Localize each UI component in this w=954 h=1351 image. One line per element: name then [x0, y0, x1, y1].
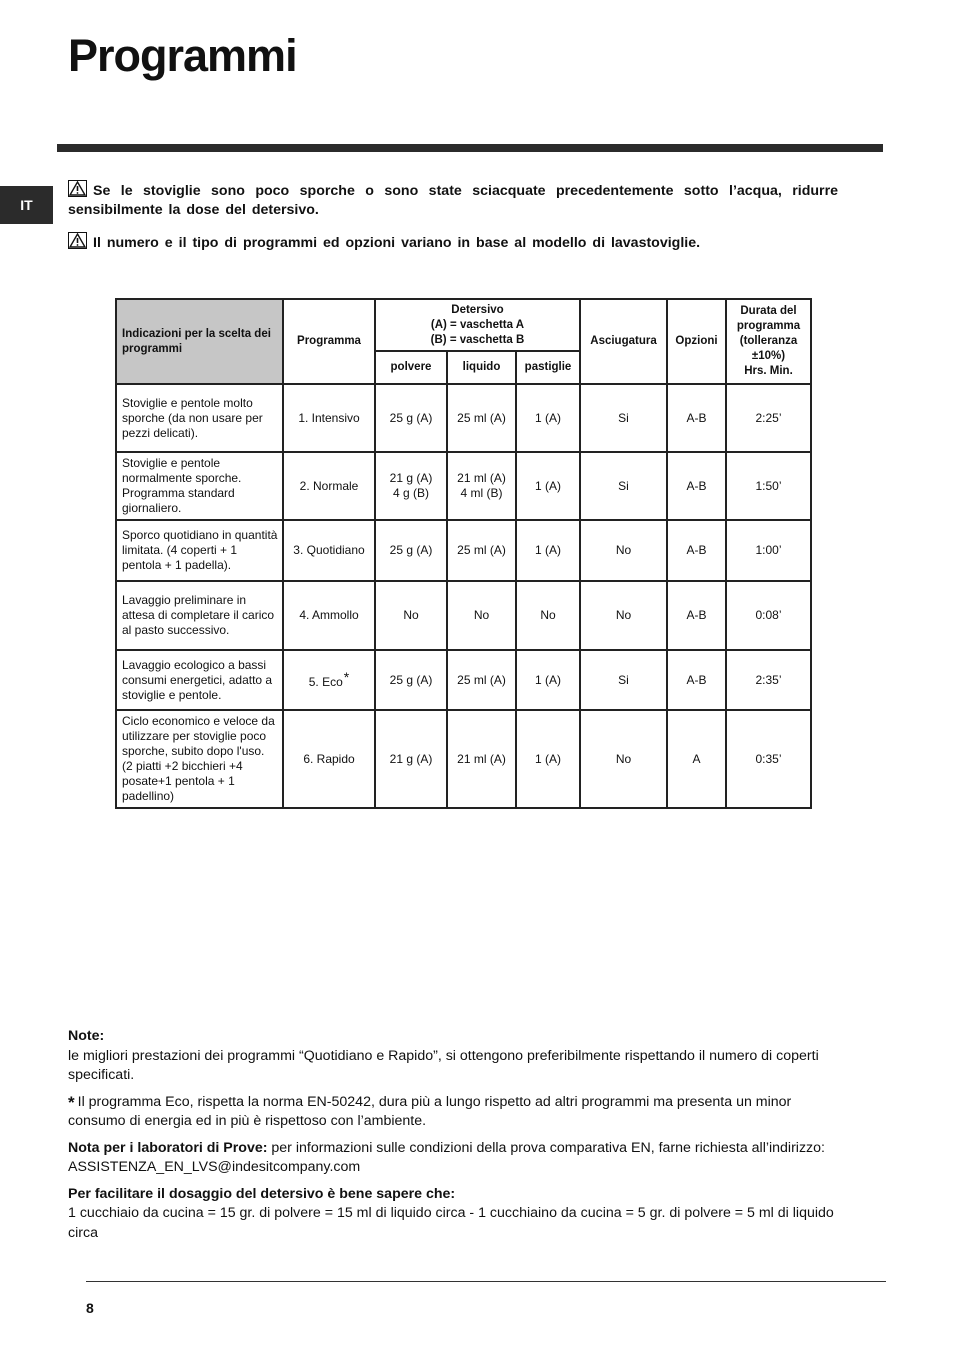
row-pastiglie: 1 (A)	[516, 452, 580, 520]
row-opzioni: A	[667, 710, 726, 808]
top-rule	[57, 144, 883, 152]
liquido-a: 25 ml (A)	[457, 672, 506, 687]
row-pastiglie: No	[516, 581, 580, 650]
notes-block-3	[68, 1139, 848, 1178]
row-durata: 2:35’	[726, 650, 811, 710]
warning-triangle-icon	[68, 232, 87, 249]
row-asciugatura: Si	[580, 452, 667, 520]
row-description: Stoviglie e pentole normalmente sporche. Programma standard giornaliero.	[116, 452, 283, 520]
notes-block-4	[68, 1185, 848, 1244]
row-polvere	[375, 384, 447, 452]
row-polvere	[375, 710, 447, 808]
note-1-text: le migliori prestazioni dei programmi “Quotidiano e Rapido”, si ottengono preferibilmente rispettando il numero di coperti specificati.	[68, 1047, 819, 1083]
row-programma: 2. Normale	[283, 452, 375, 520]
table-row	[116, 581, 811, 650]
row-programma: 1. Intensivo	[283, 384, 375, 452]
header-detersivo-line1: Detersivo	[451, 303, 504, 316]
note-2-text: Il programma Eco, rispetta la norma EN-50242, dura più a lungo rispetto ad altri programmi ma presenta un minor consumo di energia ed in più è rispettoso con l’ambiente.	[68, 1093, 792, 1129]
polvere-a: 25 g (A)	[389, 672, 433, 687]
row-opzioni: A-B	[667, 384, 726, 452]
row-durata: 0:35’	[726, 710, 811, 808]
polvere-a: 25 g (A)	[389, 410, 433, 425]
warning-text-2: Il numero e il tipo di programmi ed opzioni variano in base al modello di lavastoviglie.	[93, 235, 701, 251]
row-description: Sporco quotidiano in quantità limitata. (4 coperti + 1 pentola + 1 padella).	[116, 520, 283, 581]
programs-table	[115, 298, 812, 809]
row-durata: 1:50’	[726, 452, 811, 520]
liquido-a: No	[473, 608, 490, 622]
row-opzioni: A-B	[667, 581, 726, 650]
row-asciugatura: No	[580, 520, 667, 581]
eco-asterisk: *	[343, 669, 350, 685]
warning-note-2	[68, 232, 838, 253]
row-liquido	[447, 384, 516, 452]
header-liquido: liquido	[447, 351, 516, 384]
row-asciugatura: Si	[580, 384, 667, 452]
row-description: Ciclo economico e veloce da utilizzare per stoviglie poco sporche, subito dopo l'uso. (2 piatti +2 bicchieri +4 posate+1 pentola + 1 padellino)	[116, 710, 283, 808]
row-asciugatura: No	[580, 581, 667, 650]
row-durata: 0:08’	[726, 581, 811, 650]
header-durata-line1: Durata del programma (tolleranza ±10%)	[736, 305, 801, 362]
lab-label: Nota per i laboratori di Prove:	[68, 1139, 268, 1156]
header-opzioni: Opzioni	[667, 299, 726, 384]
row-asciugatura: Si	[580, 650, 667, 710]
liquido-a: 25 ml (A)	[457, 410, 506, 425]
liquido-b: 4 ml (B)	[460, 486, 503, 500]
row-opzioni: A-B	[667, 520, 726, 581]
notes-section	[68, 1027, 848, 1250]
row-polvere	[375, 452, 447, 520]
header-durata	[726, 299, 811, 384]
table-row	[116, 384, 811, 452]
liquido-a: 21 ml (A)	[457, 751, 506, 766]
header-polvere: polvere	[375, 351, 447, 384]
header-pastiglie: pastiglie	[516, 351, 580, 384]
header-detersivo-line3: (B) = vaschetta B	[430, 333, 525, 346]
polvere-a: 21 g (A)	[389, 751, 433, 766]
row-asciugatura: No	[580, 710, 667, 808]
row-durata: 1:00’	[726, 520, 811, 581]
header-durata-line2: Hrs. Min.	[744, 365, 793, 377]
row-pastiglie: 1 (A)	[516, 520, 580, 581]
notes-block-1	[68, 1027, 848, 1086]
row-liquido	[447, 710, 516, 808]
row-programma: 6. Rapido	[283, 710, 375, 808]
polvere-b: 4 g (B)	[392, 486, 429, 500]
row-pastiglie: 1 (A)	[516, 384, 580, 452]
table-row	[116, 650, 811, 710]
row-polvere	[375, 650, 447, 710]
row-opzioni: A-B	[667, 452, 726, 520]
header-asciugatura: Asciugatura	[580, 299, 667, 384]
table-row	[116, 710, 811, 808]
notes-heading: Note:	[68, 1028, 105, 1044]
lab-text: per informazioni sulle condizioni della prova comparativa EN, farne richiesta all’indirizzo: ASSISTENZA_EN_LVS@indesitcompany.com	[68, 1139, 825, 1175]
row-description: Lavaggio preliminare in attesa di completare il carico al pasto successivo.	[116, 581, 283, 650]
programma-label: 5. Eco	[308, 675, 343, 689]
row-liquido	[447, 452, 516, 520]
warning-triangle-icon	[68, 180, 87, 197]
row-description: Lavaggio ecologico a bassi consumi energetici, adatto a stoviglie e pentole.	[116, 650, 283, 710]
polvere-a: No	[403, 608, 419, 622]
dosage-heading: Per facilitare il dosaggio del detersivo è bene sapere che:	[68, 1185, 456, 1202]
page-title: Programmi	[68, 30, 297, 81]
row-programma: 4. Ammollo	[283, 581, 375, 650]
row-liquido	[447, 581, 516, 650]
header-detersivo	[375, 299, 580, 351]
header-indicazioni: Indicazioni per la scelta dei programmi	[116, 299, 283, 384]
header-programma: Programma	[283, 299, 375, 384]
table-row	[116, 520, 811, 581]
row-description: Stoviglie e pentole molto sporche (da non usare per pezzi delicati).	[116, 384, 283, 452]
notes-block-2	[68, 1093, 848, 1132]
row-polvere	[375, 581, 447, 650]
dosage-text: 1 cucchiaio da cucina = 15 gr. di polvere = 15 ml di liquido circa - 1 cucchiaino da cucina = 5 gr. di polvere = 5 ml di liquido circa	[68, 1205, 834, 1241]
warning-text-1: Se le stoviglie sono poco sporche o sono state sciacquate precedentemente sotto l’acqua, ridurre sensibilmente la dose del detersivo.	[68, 183, 838, 218]
bottom-rule	[86, 1281, 886, 1282]
eco-asterisk: *	[68, 1092, 75, 1112]
row-programma	[283, 650, 375, 710]
header-detersivo-line2: (A) = vaschetta A	[430, 318, 525, 331]
liquido-a: 21 ml (A)	[457, 471, 506, 485]
row-pastiglie: 1 (A)	[516, 650, 580, 710]
row-pastiglie: 1 (A)	[516, 710, 580, 808]
row-liquido	[447, 520, 516, 581]
page-number: 8	[86, 1300, 94, 1316]
row-programma: 3. Quotidiano	[283, 520, 375, 581]
polvere-a: 21 g (A)	[389, 471, 433, 485]
row-liquido	[447, 650, 516, 710]
warning-note-1	[68, 180, 838, 220]
row-opzioni: A-B	[667, 650, 726, 710]
row-durata: 2:25’	[726, 384, 811, 452]
polvere-a: 25 g (A)	[389, 543, 433, 557]
liquido-a: 25 ml (A)	[457, 543, 506, 557]
table-row	[116, 452, 811, 520]
row-polvere	[375, 520, 447, 581]
language-tab: IT	[0, 186, 53, 224]
